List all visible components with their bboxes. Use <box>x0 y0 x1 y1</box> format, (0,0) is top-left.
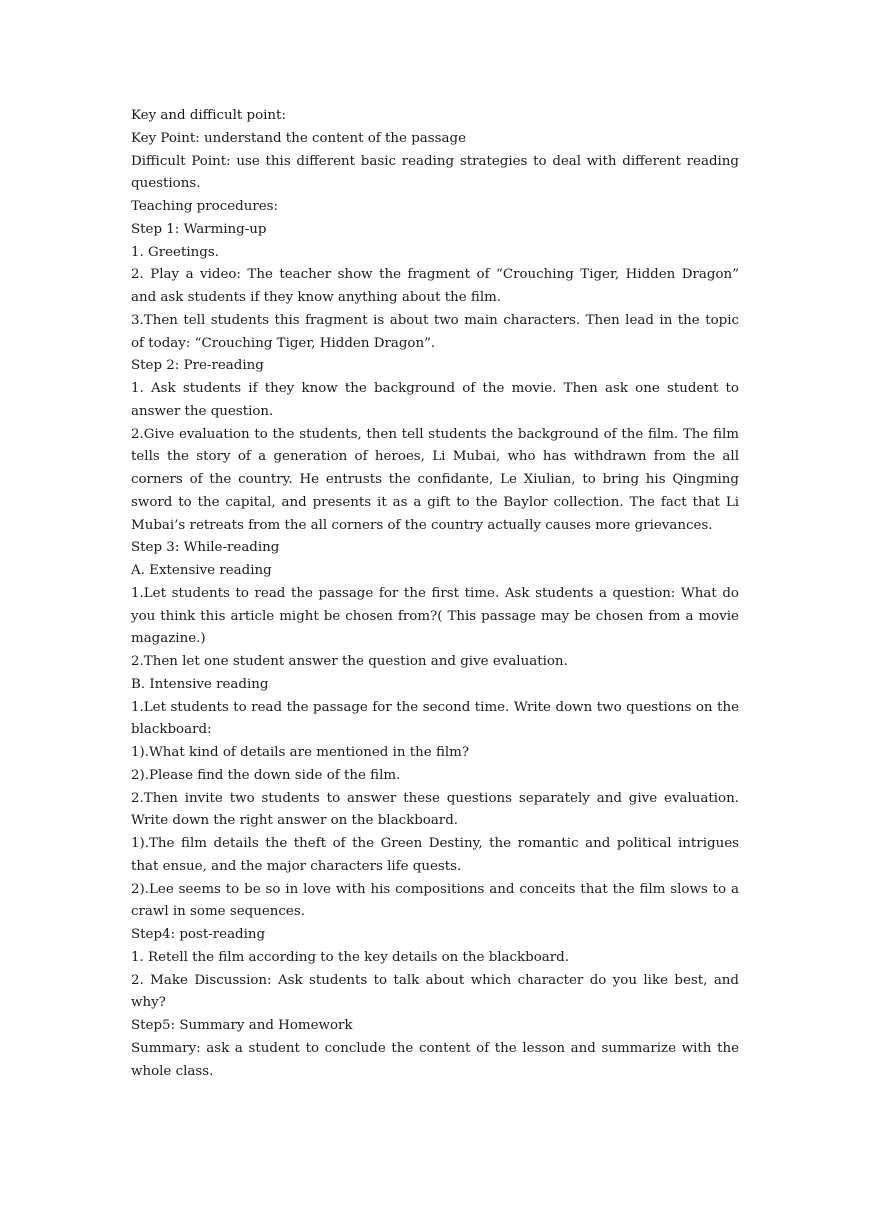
step-4-item-1: 1. Retell the film according to the key details on the blackboard. <box>131 949 570 965</box>
intensive-reading-item-1: 1.Let students to read the passage for the second time. Write down two questions on the blackboard: <box>131 699 739 738</box>
step-2-heading: Step 2: Pre-reading <box>131 358 264 374</box>
intensive-reading-item-2: 2.Then invite two students to answer these questions separately and give evaluation. Write down the right answer on the blackboard. <box>131 790 739 829</box>
question-2: 2).Please find the down side of the film. <box>131 767 401 783</box>
document-body <box>131 105 739 1083</box>
heading-teaching-procedures: Teaching procedures: <box>131 199 279 214</box>
step-1-item-1: 1. Greetings. <box>131 244 219 260</box>
step-4-item-2: 2. Make Discussion: Ask students to talk about which character do you like best, and why? <box>131 972 739 1011</box>
summary-text: Summary: ask a student to conclude the content of the lesson and summarize with the whole class. <box>131 1040 739 1079</box>
intensive-reading-heading: B. Intensive reading <box>131 676 269 692</box>
step-3-heading: Step 3: While-reading <box>131 540 280 556</box>
extensive-reading-heading: A. Extensive reading <box>131 563 272 578</box>
step-1-item-2: 2. Play a video: The teacher show the fragment of “Crouching Tiger, Hidden Dragon” and ask students if they know anything about the film. <box>131 267 739 305</box>
step-2-item-1: 1. Ask students if they know the background of the movie. Then ask one student to answer the question. <box>131 381 739 419</box>
answer-2: 2).Lee seems to be so in love with his compositions and conceits that the film slows to a crawl in some sequences. <box>131 881 739 920</box>
question-1: 1).What kind of details are mentioned in the film? <box>131 745 470 760</box>
extensive-reading-item-1: 1.Let students to read the passage for the first time. Ask students a question: What do you think this article might be chosen from?( This passage may be chosen from a movie magazine.) <box>131 585 739 647</box>
answer-1: 1).The film details the theft of the Green Destiny, the romantic and political intrigues that ensue, and the major characters life quests. <box>131 836 739 874</box>
extensive-reading-item-2: 2.Then let one student answer the question and give evaluation. <box>131 654 568 669</box>
step-4-heading: Step4: post-reading <box>131 927 266 942</box>
step-2-item-2: 2.Give evaluation to the students, then tell students the background of the film. The film tells the story of a generation of heroes, Li Mubai, who has withdrawn from the all corners of the country. He entrusts the confidante, Le Xiulian, to bring his Qingming sword to the capital, and presents it as a gift to the Baylor collection. The fact that Li Mubai’s retreats from the all corners of the country actually causes more grievances. <box>131 426 739 533</box>
difficult-point: Difficult Point: use this different basic reading strategies to deal with different reading questions. <box>131 153 739 192</box>
key-point: Key Point: understand the content of the passage <box>131 130 466 146</box>
step-1-item-3: 3.Then tell students this fragment is about two main characters. Then lead in the topic of today: “Crouching Tiger, Hidden Dragon”. <box>131 312 739 351</box>
step-1-heading: Step 1: Warming-up <box>131 221 267 237</box>
heading-key-difficult: Key and difficult point: <box>131 108 286 123</box>
step-5-heading: Step5: Summary and Homework <box>131 1018 353 1033</box>
